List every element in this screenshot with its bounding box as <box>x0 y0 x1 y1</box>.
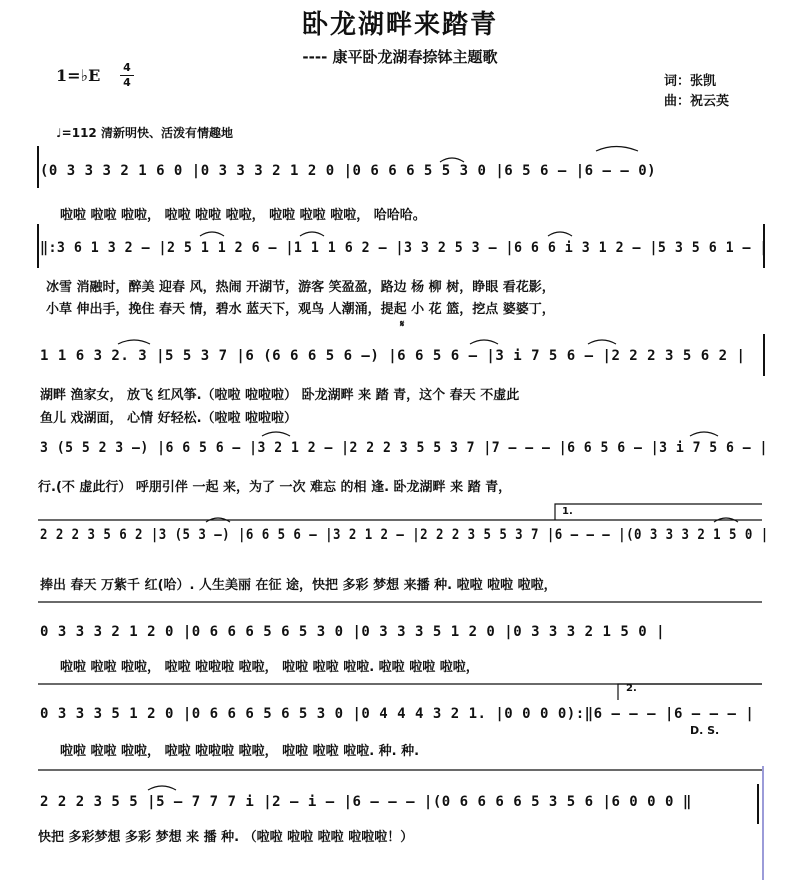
slur-arc <box>300 232 324 236</box>
system-3-lyrics-1: 湖畔 渔家女， 放飞 红风筝.（啦啦 啦啦啦） 卧龙湖畔 来 踏 青，这个 春天 不虚此 <box>40 388 520 403</box>
tie-arc <box>596 147 638 152</box>
slur-arc <box>714 518 738 522</box>
volta-1-bracket <box>555 504 762 520</box>
volta-2-label: 2. <box>626 683 637 694</box>
volta-1-label: 1. <box>562 506 573 517</box>
slur-arc <box>548 232 572 236</box>
slur-arc <box>470 340 498 344</box>
system-3-lyrics-2: 鱼儿 戏湖面， 心情 好轻松.（啦啦 啦啦啦） <box>40 411 298 426</box>
system-8-notes: 2 2 2 3 5 5 |5 – 7 7 7 i |2 – i – |6 – – – |(0 6 6 6 6 5 3 5 6 |6 0 0 0 ‖ <box>40 794 692 810</box>
song-subtitle: ---- 康平卧龙湖春捺钵主题歌 <box>302 48 498 66</box>
system-2-lyrics-2: 小草 伸出手，挽住 春天 情，碧水 蓝天下，观鸟 人潮涌，提起 小 花 篮，挖点 婆婆丁， <box>46 302 555 317</box>
slur-arc <box>206 518 230 522</box>
system-7-notes: 0 3 3 3 5 1 2 0 |0 6 6 6 5 6 5 3 0 |0 4 4 4 3 2 1. |0 0 0 0):‖6 – – – |6 – – – | <box>40 706 755 722</box>
system-5-lyrics-1: 捧出 春天 万紫千 红(哈）. 人生美丽 在征 途，快把 多彩 梦想 来播 种. 啦啦 啦啦 啦啦， <box>40 578 557 593</box>
system-5-notes: 2 2 2 3 5 6 2 |3 (5 3 –) |6 6 5 6 – |3 2 1 2 – |2 2 2 3 5 5 3 7 |6 – – – |(0 3 3 3 2 1 5 0 | <box>40 527 769 543</box>
volta-2-bracket <box>618 684 762 700</box>
key-signature: 1=♭E <box>56 66 101 85</box>
lyricist-credit: 词：张凯 <box>664 74 717 89</box>
system-2-lyrics-1: 冰雪 消融时，醉美 迎春 风，热闹 开湖节，游客 笑盈盈，路边 杨 柳 树，睁眼 看花影， <box>46 280 555 295</box>
segno-mark: 𝄋 <box>400 319 405 330</box>
tie-arc <box>148 786 176 790</box>
system-1-notes: (0 3 3 3 2 1 6 0 |0 3 3 3 2 1 2 0 |0 6 6 6 5 5 3 0 |6 5 6 – |6 – – 0) <box>40 163 657 179</box>
song-title: 卧龙湖畔来踏青 <box>301 10 498 40</box>
tempo-marking: ♩=112 清新明快、活泼有情趣地 <box>56 126 233 140</box>
system-3-notes: 1 1 6 3 2. 3 |5 5 3 7 |6 (6 6 6 5 6 –) |6 6 5 6 – |3 i 7 5 6 – |2 2 2 3 5 6 2 | <box>40 348 746 364</box>
meter-bottom: 4 <box>123 76 131 89</box>
system-8-lyrics-1: 快把 多彩梦想 多彩 梦想 来 播 种. （啦啦 啦啦 啦啦 啦啦啦！） <box>38 830 414 845</box>
slur-arc <box>588 340 616 344</box>
composer-credit: 曲：祝云英 <box>664 94 730 109</box>
slur-arc <box>118 340 150 344</box>
dal-segno-mark: D. S. <box>690 724 720 737</box>
meter-top: 4 <box>123 61 131 74</box>
system-2-notes: ‖:3 6 1 3 2 – |2 5 1 1 2 6 – |1 1 1 6 2 – |3 3 2 5 3 – |6 6 6 i 3 1 2 – |5 3 5 6 1 – | <box>40 240 768 256</box>
system-6-lyrics-1: 啦啦 啦啦 啦啦， 啦啦 啦啦啦 啦啦， 啦啦 啦啦 啦啦. 啦啦 啦啦 啦啦， <box>60 660 479 675</box>
system-4-notes: 3 (5 5 2 3 –) |6 6 5 6 – |3 2 1 2 – |2 2 2 3 5 5 3 7 |7 – – – |6 6 5 6 – |3 i 7 5 6 – | <box>40 440 768 456</box>
slur-arc <box>262 432 290 436</box>
system-7-lyrics-1: 啦啦 啦啦 啦啦， 啦啦 啦啦啦 啦啦， 啦啦 啦啦 啦啦. 种. 种. <box>60 744 420 759</box>
slur-arc <box>200 232 224 236</box>
slur-arc <box>690 432 718 436</box>
system-6-notes: 0 3 3 3 2 1 2 0 |0 6 6 6 5 6 5 3 0 |0 3 3 3 5 1 2 0 |0 3 3 3 2 1 5 0 | <box>40 624 666 640</box>
system-1-lyrics-1: 啦啦 啦啦 啦啦， 啦啦 啦啦 啦啦， 啦啦 啦啦 啦啦， 哈哈哈。 <box>60 208 426 223</box>
time-signature <box>120 62 134 89</box>
tie-arc <box>440 158 464 162</box>
system-4-lyrics-1: 行.(不 虚此行） 呼朋引伴 一起 来，为了 一次 难忘 的相 逢. 卧龙湖畔 来 踏 青， <box>38 480 512 495</box>
